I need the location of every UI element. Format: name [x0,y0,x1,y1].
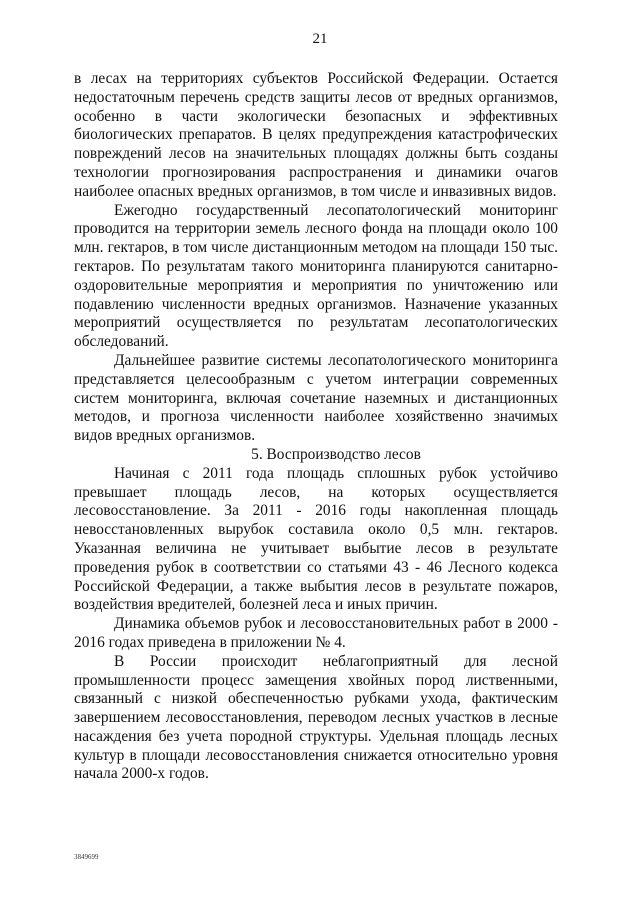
paragraph-species-replacement: В России происходит неблагоприятный для лесной промышленности процесс замещения хвойных пород лиственными, связанный с низкой обеспеченностью рубками ухода, фактическим завершением лесовосстановления, переводом лесных участков в лесные насаждения без учета породной структуры. Удельная площадь лесных культур в площади лесовосстановления снижается относительно уровня начала 2000-х годов. [74,652,558,783]
section-heading: 5. Воспроизводство лесов [251,445,421,463]
paragraph-monitoring: Ежегодно государственный лесопатологический мониторинг проводится на территории земель лесного фонда на площади около 100 млн. гектаров, в том числе дистанционным методом на площади 150 тыс. гектаров. По результатам такого мониторинга планируются санитарно-оздоровительные мероприятия и мероприятия по уничтожению или подавлению численности вредных организмов. Назначение указанных мероприятий осуществляется по результатам лесопатологических обследований. [74,201,558,351]
paragraph-dynamics: Динамика объемов рубок и лесовосстановительных работ в 2000 - 2016 годах приведена в приложении № 4. [74,615,558,651]
page-number: 21 [312,31,328,47]
document-code: 3849699 [74,853,99,861]
paragraph-monitoring-development: Дальнейшее развитие системы лесопатологического мониторинга представляется целесообразным с учетом интеграции современных систем мониторинга, включая сочетание наземных и дистанционных методов, и прогноза численности наиболее хозяйственно значимых видов вредных организмов. [74,351,558,445]
document-body [74,70,558,784]
paragraph-forest-protection: в лесах на территориях субъектов Российской Федерации. Остается недостаточным перечень средств защиты лесов от вредных организмов, особенно в части экологически безопасных и эффективных биологических препаратов. В целях предупреждения катастрофических повреждений лесов на значительных площадях должны быть созданы технологии прогнозирования распространения и динамики очагов наиболее опасных вредных организмов, в том числе и инвазивных видов. [74,70,558,200]
paragraph-clear-cutting: Начиная с 2011 года площадь сплошных рубок устойчиво превышает площадь лесов, на которых осуществляется лесовосстановление. За 2011 - 2016 годы накопленная площадь невосстановленных вырубок составила около 0,5 млн. гектаров. Указанная величина не учитывает выбытие лесов в результате проведения рубок в соответствии со статьями 43 - 46 Лесного кодекса Российской Федерации, а также выбытия лесов в результате пожаров, воздействия вредителей, болезней леса и иных причин. [74,464,558,614]
